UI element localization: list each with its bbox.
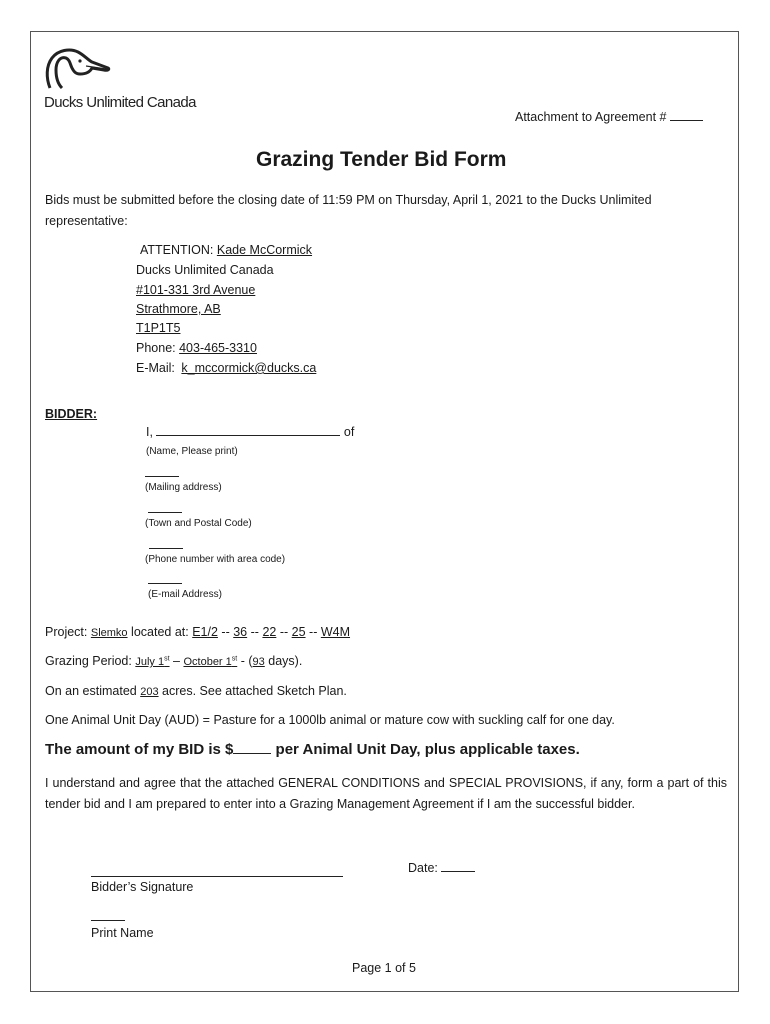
phone-value: 403-465-3310 [179,341,257,355]
attachment-label: Attachment to Agreement # [515,110,667,124]
document-page [30,31,739,992]
grazing-paren: - ( [240,654,253,668]
date-label: Date: [408,861,438,875]
logo-wordmark: Ducks Unlimited Canada [44,94,196,111]
bid-prefix: The amount of my BID is $ [45,741,234,758]
project-lsd: E1/2 [192,625,218,639]
i-label: I, [146,425,153,439]
town-hint: (Town and Postal Code) [145,518,252,529]
bidder-name-line [146,425,354,439]
aud-definition: One Animal Unit Day (AUD) = Pasture for a 1000lb animal or mature cow with suckling calf for one day. [45,713,615,727]
grazing-start: July 1st [135,655,170,668]
town-postal-blank[interactable] [148,512,182,513]
phone-hint: (Phone number with area code) [145,554,286,565]
address-city: Strathmore, AB [136,302,221,316]
project-label: Project: [45,625,88,639]
sep-3: -- [279,625,289,639]
project-name: Slemko [90,627,128,639]
email-hint: (E-mail Address) [148,589,222,600]
agreement-paragraph: I understand and agree that the attached GENERAL CONDITIONS and SPECIAL PROVISIONS, if any, form a part of this tender bid and I am prepared to enter into a Grazing Management Agreement if I am the successful bidder. [45,776,727,811]
project-meridian: W4M [320,625,351,639]
phone-label: Phone: [136,341,176,355]
email-blank[interactable] [148,583,182,584]
sep-1: -- [221,625,230,639]
address-phone-line [136,341,257,355]
project-section: 36 [233,625,248,639]
attachment-line [515,110,703,124]
grazing-dash: – [173,654,180,668]
page-number: Page 1 of 5 [352,961,416,975]
intro-paragraph: Bids must be submitted before the closing date of 11:59 PM on Thursday, April 1, 2021 to the Ducks Unlimited representative: [45,193,652,228]
address-postal: T1P1T5 [136,321,181,335]
project-range: 25 [291,625,306,639]
sep-4: -- [309,625,318,639]
project-township: 22 [262,625,277,639]
print-name-blank[interactable] [91,920,125,921]
name-hint: (Name, Please print) [146,446,238,457]
grazing-days-label: days). [268,654,303,668]
sep-2: -- [250,625,259,639]
bidder-heading: BIDDER: [45,407,98,421]
of-label: of [343,425,355,439]
acres-value: 203 [140,686,159,698]
print-name-label: Print Name [91,926,154,940]
mailing-address-blank[interactable] [145,476,179,477]
phone-blank[interactable] [149,548,183,549]
located-label: located at: [131,625,189,639]
acres-prefix: On an estimated [45,684,137,698]
attention-line [140,243,312,257]
grazing-label: Grazing Period: [45,654,132,668]
attention-name: Kade McCormick [216,243,313,257]
email-value[interactable]: k_mccormick@ducks.ca [181,361,317,375]
signature-label: Bidder’s Signature [91,880,194,894]
address-street: #101-331 3rd Avenue [136,283,256,297]
acres-suffix: acres. See attached Sketch Plan. [162,684,347,698]
bid-amount-blank[interactable] [233,753,271,754]
email-label: E-Mail: [136,361,175,375]
bidder-name-blank[interactable] [156,435,340,436]
ducks-unlimited-logo [44,46,196,111]
mailing-hint: (Mailing address) [145,482,222,493]
grazing-period-line [45,654,302,668]
date-blank[interactable] [441,871,475,872]
bid-suffix: per Animal Unit Day, plus applicable taxes. [275,741,580,758]
agreement-number-blank[interactable] [670,120,703,121]
address-email-line [136,361,316,375]
bid-statement [45,741,580,758]
date-line [408,861,475,875]
grazing-days: 93 [252,656,265,668]
page-title: Grazing Tender Bid Form [256,148,507,171]
grazing-end: October 1st [183,655,238,668]
address-org: Ducks Unlimited Canada [136,263,274,277]
acres-line [45,684,347,698]
signature-blank[interactable] [91,876,343,877]
project-line [45,625,350,639]
attention-label: ATTENTION: [140,243,214,257]
duck-head-icon [44,46,114,90]
